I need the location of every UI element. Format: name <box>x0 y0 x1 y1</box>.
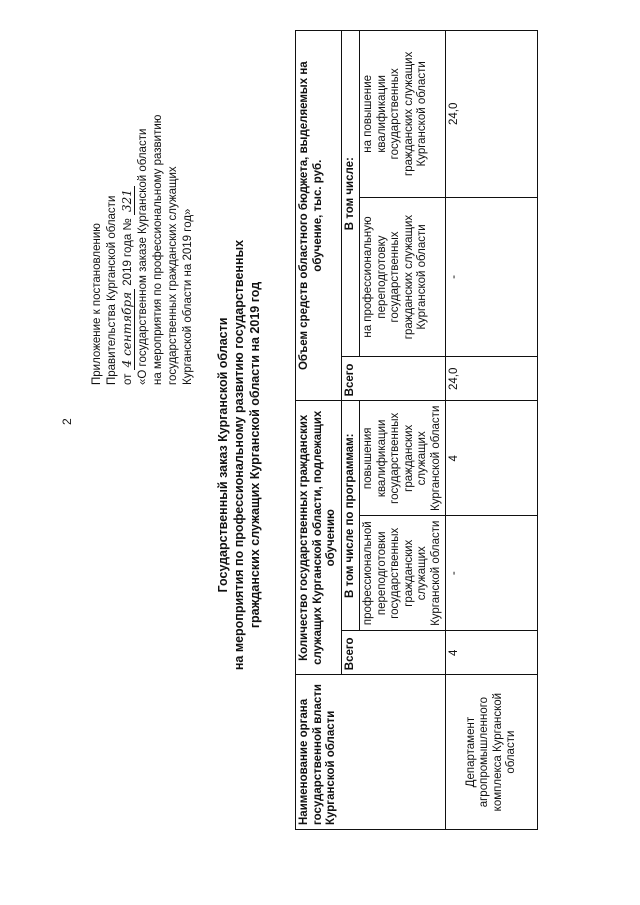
header-budget-retraining: на профессиональную переподготовку государственных гражданских служащих Курганской области <box>360 197 446 357</box>
appendix-line: государственных гражданских служащих <box>167 166 179 385</box>
appendix-line: Курганской области на 2019 год» <box>182 208 194 385</box>
appendix-year: 2019 года № <box>122 218 134 286</box>
header-budget-total: Всего <box>341 357 446 401</box>
page-number: 2 <box>60 418 74 425</box>
cell-count-total: 4 <box>446 631 538 675</box>
handwritten-number: 321 <box>120 186 135 215</box>
header-count-total: Всего <box>341 631 446 675</box>
header-budget-qual: на повышение квалификации государственных гражданских служащих Курганской области <box>360 31 446 198</box>
appendix-line: «О государственном заказе Курганской области <box>137 128 149 385</box>
appendix-line: Правительства Курганской области <box>106 195 118 385</box>
title-line: гражданских служащих Курганской области на 2019 год <box>248 281 262 629</box>
cell-budget-retraining: - <box>446 197 538 357</box>
cell-budget-total: 24,0 <box>446 357 538 401</box>
order-table <box>295 30 538 830</box>
header-org: Наименование органа государственной власти Курганской области <box>296 675 446 830</box>
cell-budget-qual: 24,0 <box>446 31 538 198</box>
appendix-block <box>90 55 196 385</box>
header-count: Количество государственных гражданских служащих Курганской области, подлежащих обучению <box>296 401 342 675</box>
cell-count-retraining: - <box>446 516 538 631</box>
appendix-from: от <box>122 373 134 385</box>
header-incl: В том числе: <box>341 31 360 357</box>
appendix-date-line <box>120 55 136 385</box>
header-qual-improvement: повышения квалификации государственных гражданских служащих Курганской области <box>360 401 446 516</box>
header-budget: Объем средств областного бюджета, выделяемых на обучение, тыс. руб. <box>296 31 342 401</box>
header-prof-retraining: профессиональной переподготовки государственных гражданских служащих Курганской области <box>360 516 446 631</box>
table-row <box>446 31 538 830</box>
title-line: Государственный заказ Курганской области <box>216 317 230 593</box>
appendix-line: Приложение к постановлению <box>91 223 103 385</box>
header-incl-programs: В том числе по программам: <box>341 401 360 631</box>
title-line: на мероприятия по профессиональному развитию государственных <box>232 239 246 671</box>
document-title <box>215 195 263 715</box>
cell-count-qual: 4 <box>446 401 538 516</box>
appendix-line: на мероприятия по профессиональному развитию <box>152 114 164 385</box>
cell-org: Департамент агропромышленного комплекса Курганской области <box>446 675 538 830</box>
handwritten-date: 4 сентября <box>120 289 135 370</box>
